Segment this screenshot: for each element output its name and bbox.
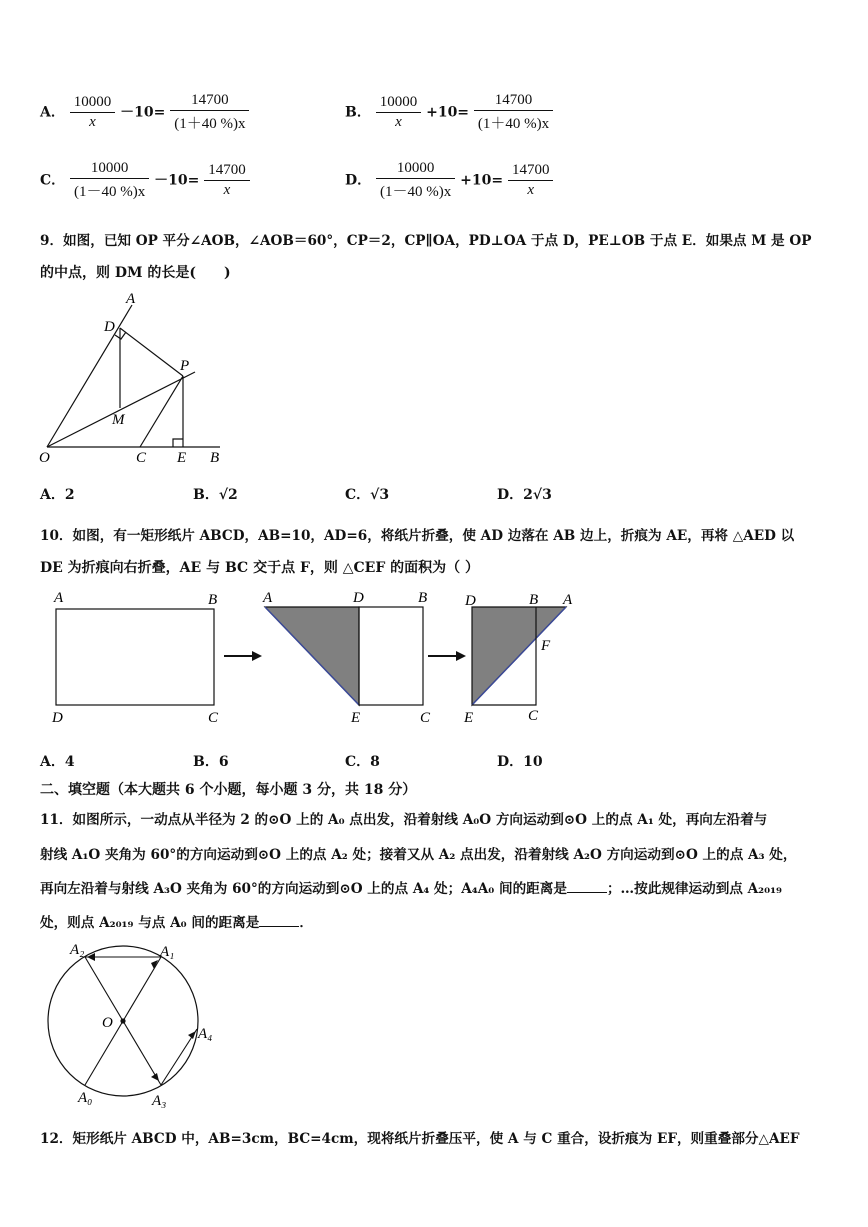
line4-part1: 处，则点 A₂₀₁₉ 与点 A₀ 间的距离是: [40, 915, 260, 931]
option-letter: A．: [40, 104, 65, 121]
label-O: O: [39, 450, 50, 466]
numerator: 14700: [204, 162, 250, 181]
denominator: x: [223, 182, 231, 198]
denominator: x: [527, 182, 535, 198]
fig1-label-C: C: [208, 710, 219, 726]
fig1-label-A: A: [54, 590, 64, 606]
numerator: 14700: [508, 162, 554, 181]
fraction-right: [474, 92, 553, 133]
line4-part2: ．: [299, 915, 313, 931]
numerator: 10000: [376, 160, 455, 179]
arrowhead-A4: [188, 1031, 196, 1039]
fraction-left: [70, 160, 149, 201]
numerator: 14700: [170, 92, 249, 111]
option-letter: B．: [345, 104, 371, 121]
label-A4: A₄: [198, 1026, 213, 1042]
q10-figures: [40, 585, 600, 730]
answer-blank-2[interactable]: [259, 925, 299, 927]
q11-text-line3: [40, 877, 782, 897]
fig3-label-C: C: [528, 708, 539, 724]
fraction-right: [204, 162, 250, 199]
fig3-label-F: F: [541, 638, 551, 654]
label-O: O: [102, 1015, 113, 1031]
label-C: C: [136, 450, 147, 466]
line3-part2: ；…按此规律运动到点 A₂₀₁₉: [606, 881, 782, 897]
denominator: x: [89, 114, 96, 130]
denominator: (1＋40 %)x: [174, 116, 246, 132]
label-B: B: [210, 450, 220, 466]
operator: +10=: [426, 104, 470, 121]
q11-text-line2: 射线 A₁O 夹角为 60°的方向运动到⊙O 上的点 A₂ 处；接着又从 A₂ 点出发，沿着射线 A₂O 方向运动到⊙O 上的点 A₃ 处，: [40, 847, 797, 863]
q11-text-line4: [40, 911, 313, 931]
label-D: D: [104, 319, 115, 335]
q11-figure: [40, 938, 230, 1108]
denominator: x: [395, 114, 402, 130]
fig2-rect-DBCE: [359, 607, 423, 705]
q8-option-a: [40, 92, 249, 133]
q10-option-b: B．6: [193, 754, 229, 770]
fraction-left: [376, 94, 422, 131]
denominator: (1＋40 %)x: [477, 116, 550, 132]
segment-PD: [120, 328, 183, 376]
q10-option-c: C．8: [345, 754, 380, 770]
numerator: 14700: [474, 92, 553, 111]
label-A1: A₁: [160, 944, 175, 960]
q9-text-line2: 的中点，则 DM 的长是( ): [40, 265, 231, 281]
label-M: M: [112, 412, 125, 428]
segment-PC: [140, 376, 183, 447]
arrow-2-head: [456, 651, 466, 661]
q12-text-line1: 12．矩形纸片 ABCD 中，AB=3cm，BC=4cm，现将纸片折叠压平，使 A 与 C 重合，设折痕为 EF，则重叠部分△AEF: [40, 1131, 800, 1147]
q10-text-line2: DE 为折痕向右折叠，AE 与 BC 交于点 F，则 △CEF 的面积为（ ）: [40, 560, 480, 576]
q8-option-c: [40, 160, 250, 201]
numerator: 10000: [70, 160, 149, 179]
label-P: P: [180, 358, 190, 374]
q10-option-a: A．4: [40, 754, 75, 770]
q9-text-line1: 9．如图，已知 OP 平分∠AOB，∠AOB＝60°，CP＝2，CP∥OA，PD⊥OA 于点 D，PE⊥OB 于点 E．如果点 M 是 OP: [40, 233, 812, 249]
fig1-label-B: B: [208, 592, 218, 608]
q10-option-d: D．10: [497, 754, 543, 770]
operator: －10=: [120, 104, 166, 121]
label-A0: A₀: [78, 1090, 93, 1106]
fig3-label-A: A: [563, 592, 573, 608]
right-angle-E: [173, 439, 183, 447]
option-letter: C．: [40, 172, 66, 189]
numerator: 10000: [376, 94, 422, 113]
operator: +10=: [460, 172, 504, 189]
operator: －10=: [154, 172, 200, 189]
q11-text-line1: 11．如图所示，一动点从半径为 2 的⊙O 上的 A₀ 点出发，沿着射线 A₀O 方向运动到⊙O 上的点 A₁ 处，再向左沿着与: [40, 812, 768, 828]
fraction-left: [376, 160, 455, 201]
answer-blank-1[interactable]: [567, 891, 607, 893]
fraction-right: [170, 92, 249, 133]
fig1-rect: [56, 609, 214, 705]
numerator: 10000: [70, 94, 116, 113]
q9-option-a: A．2: [40, 487, 75, 503]
q8-option-b: [345, 92, 553, 133]
fraction-left: [70, 94, 116, 131]
q9-option-b: B．√2: [193, 487, 238, 503]
fig2-label-C: C: [420, 710, 431, 726]
fig1-label-D: D: [52, 710, 63, 726]
fig2-label-E: E: [351, 710, 361, 726]
denominator: (1－40 %)x: [74, 184, 146, 200]
fraction-right: [508, 162, 554, 199]
label-A2: A₂: [70, 942, 85, 958]
line3-part1: 再向左沿着与射线 A₃O 夹角为 60°的方向运动到⊙O 上的点 A₄ 处；A₄A₀ 间的距离是: [40, 881, 567, 897]
label-A: A: [126, 291, 136, 307]
q8-option-d: [345, 160, 553, 201]
fig3-label-E: E: [464, 710, 474, 726]
fig2-label-A: A: [263, 590, 273, 606]
q9-option-d: D．2√3: [497, 487, 552, 503]
denominator: (1－40 %)x: [380, 184, 452, 200]
fig3-label-D: D: [465, 593, 476, 609]
label-E: E: [177, 450, 187, 466]
section-heading: 二、填空题（本大题共 6 个小题，每小题 3 分，共 18 分）: [40, 782, 417, 798]
fig3-label-B: B: [529, 592, 539, 608]
q9-figure: [30, 290, 230, 470]
q10-text-line1: 10．如图，有一矩形纸片 ABCD，AB=10，AD=6，将纸片折叠，使 AD 边落在 AB 边上，折痕为 AE，再将 △AED 以: [40, 528, 795, 544]
option-letter: D．: [345, 172, 372, 189]
fig2-label-D: D: [353, 590, 364, 606]
label-A3: A₃: [152, 1093, 167, 1109]
fig2-label-B: B: [418, 590, 428, 606]
q9-option-c: C．√3: [345, 487, 390, 503]
arrow-1-head: [252, 651, 262, 661]
